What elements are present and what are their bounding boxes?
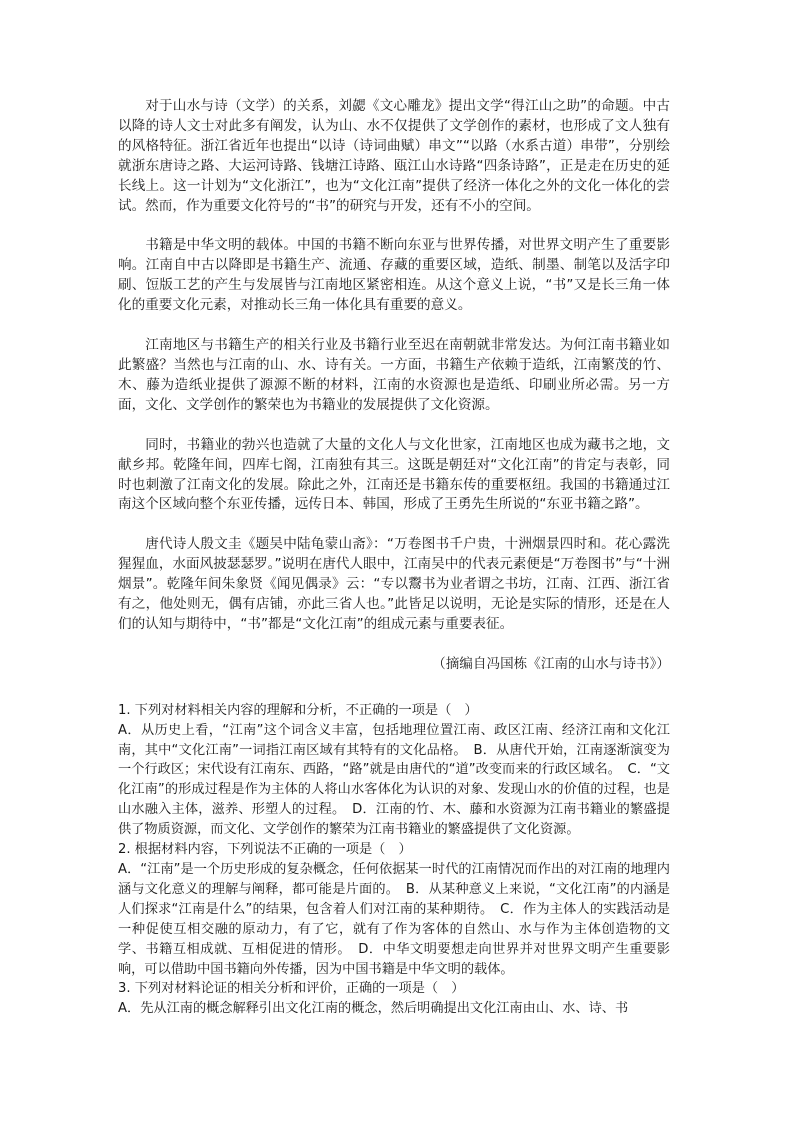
question-1-stem: 1. 下列对材料相关内容的理解和分析，不正确的一项是（ ） <box>118 702 478 718</box>
question-3-stem: 3. 下列对材料论证的相关分析和评价，正确的一项是（ ） <box>118 981 465 997</box>
paragraph-3: 江南地区与书籍生产的相关行业及书籍行业至迟在南朝就非常发达。为何江南书籍业如此繁盛？当然也与江南的山、水、诗有关。一方面，书籍生产依赖于造纸，江南繁茂的竹、木、藤为造纸业提供了源源不断的材料，江南的水资源也是造纸、印刷业所必需。另一方面，文化、文学创作的繁荣也为书籍业的发展提供了文化资源。 <box>118 337 670 413</box>
question-2-options: A．“江南”是一个历史形成的复杂概念，任何依据某一时代的江南情况而作出的对江南的地理内涵与文化意义的理解与阐释，都可能是片面的。 B．从某种意义上来说，“文化江南”的内涵是人们探求“江南是什么”的结果，包含着人们对江南的某种期待。 C．作为主体人的实践活动是一种促使互相交融的原动力，有了它，就有了作为客体的自然山、水与作为主体创造物的文学、书籍互相成就、互相促进的情形。 D．中华文明要想走向世界并对世界文明产生重要影响，可以借助中国书籍向外传播，因为中国书籍是中华文明的载体。 <box>118 862 670 977</box>
document-page <box>118 97 670 1019</box>
source-citation: （摘编自冯国栋《江南的山水与诗书》） <box>432 655 670 672</box>
question-list <box>118 701 670 1020</box>
question-1-options: A．从历史上看，“江南”这个词含义丰富，包括地理位置江南、政区江南、经济江南和文化江南，其中“文化江南”一词指江南区域有其特有的文化品格。 B．从唐代开始，江南逐渐演变为一个行政区；宋代设有江南东、西路，“路”就是由唐代的“道”改变而来的行政区域名。 C．“文化江南”的形成过程是作为主体的人将山水客体化为认识的对象、发现山水的价值的过程，也是山水融入主体，滋养、形塑人的过程。 D．江南的竹、木、藤和水资源为江南书籍业的繁盛提供了物质资源，而文化、文学创作的繁荣为江南书籍业的繁盛提供了文化资源。 <box>118 722 670 838</box>
paragraph-2: 书籍是中华文明的载体。中国的书籍不断向东亚与世界传播，对世界文明产生了重要影响。江南自中古以降即是书籍生产、流通、存藏的重要区域，造纸、制墨、制笔以及活字印刷、饾版工艺的产生与发展皆与江南地区紧密相连。从这个意义上说，“书”又是长三角一体化的重要文化元素，对推动长三角一体化具有重要的意义。 <box>118 237 670 314</box>
question-2-stem: 2. 根据材料内容，下列说法不正确的一项是（ ） <box>118 842 412 858</box>
question-3-options: A．先从江南的概念解释引出文化江南的概念，然后明确提出文化江南由山、水、诗、书 <box>118 1001 629 1017</box>
paragraph-4: 同时，书籍业的勃兴也造就了大量的文化人与文化世家，江南地区也成为藏书之地，文献乡邦。乾隆年间，四库七阁，江南独有其三。这既是朝廷对“文化江南”的肯定与表彰，同时也刺激了江南文化的发展。除此之外，江南还是书籍东传的重要枢纽。我国的书籍通过江南这个区域向整个东亚传播，远传日本、韩国，形成了王勇先生所说的“东亚书籍之路”。 <box>118 436 670 513</box>
paragraph-5: 唐代诗人殷文圭《题吴中陆龟蒙山斋》：“万卷图书千户贵，十洲烟景四时和。花心露洗猩猩血，水面风披瑟瑟罗。”说明在唐代人眼中，江南吴中的代表元素便是“万卷图书”与“十洲烟景”。乾隆年间朱象贤《闻见偶录》云：“专以鬻书为业者谓之书坊，江南、江西、浙江省有之，他处则无，偶有店铺，亦此三省人也。”此皆足以说明，无论是实际的情形，还是在人们的认知与期待中，“书”都是“文化江南”的组成元素与重要表征。 <box>118 536 670 632</box>
paragraph-1: 对于山水与诗（文学）的关系，刘勰《文心雕龙》提出文学“得江山之助”的命题。中古以降的诗人文士对此多有阐发，认为山、水不仅提供了文学创作的素材，也形成了文人独有的风格特征。浙江省近年也提出“以诗（诗词曲赋）串文”“以路（水系古道）串带”，分别绘就浙东唐诗之路、大运河诗路、钱塘江诗路、瓯江山水诗路“四条诗路”，正是走在历史的延长线上。这一计划为“文化浙江”，也为“文化江南”提供了经济一体化之外的文化一体化的尝试。然而，作为重要文化符号的“书”的研究与开发，还有不小的空间。 <box>118 98 670 214</box>
